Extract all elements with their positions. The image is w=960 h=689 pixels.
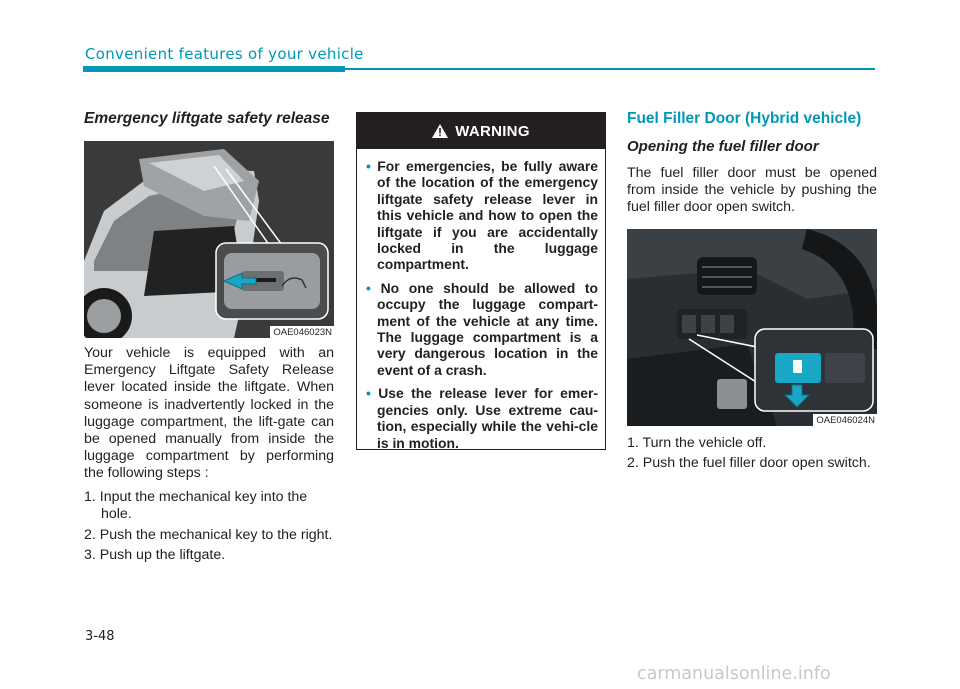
warning-label: WARNING [455, 122, 530, 140]
warning-item-text: For emergencies, be fully aware of the location of the emergency liftgate safety release lever in this vehicle and how to open the liftgate if you are accidentally locked in the luggage compartment. [377, 158, 598, 273]
warning-item-text: No one should be allowed to occupy the luggage compart-ment of the vehicle at any time. The luggage compartment is a very dangerous location in the event of a crash. [377, 279, 598, 378]
liftgate-release-body: Your vehicle is equipped with an Emergency Liftgate Safety Release lever located inside the liftgate. When someone is inadvertently locked in the luggage compartment, the lift-gate can be opened manually from inside the luggage compartment by performing the following steps : [84, 345, 334, 482]
watermark-text: carmanualsonline.info [637, 664, 831, 684]
fuel-filler-steps [627, 435, 877, 473]
bullet-icon: • [366, 279, 371, 296]
step-item: 2. Push the fuel filler door open switch. [627, 455, 871, 472]
step-item: 1. Input the mechanical key into the hole. [84, 488, 308, 522]
section-header-title: Convenient features of your vehicle [85, 45, 364, 63]
liftgate-release-figure [84, 141, 334, 338]
fuel-filler-body: The fuel filler door must be opened from inside the vehicle by pushing the fuel filler door open switch. [627, 165, 877, 216]
bullet-icon: • [366, 158, 371, 174]
page-number: 3-48 [85, 629, 115, 644]
figure-code: OAE046024N [813, 414, 877, 426]
warning-column [356, 112, 606, 450]
liftgate-release-steps [84, 489, 334, 565]
fuel-filler-figure [627, 229, 877, 426]
figure-code: OAE046023N [270, 326, 334, 338]
warning-item [366, 280, 598, 378]
bullet-icon: • [366, 385, 371, 402]
warning-item-text: Use the release lever for emer-gencies only. Use extreme cau-tion, especially while the vehi-cle is in motion. [377, 385, 599, 451]
fuel-filler-title: Fuel Filler Door (Hybrid vehicle) [627, 110, 862, 127]
warning-item [366, 158, 598, 273]
section-header-bar [83, 66, 345, 72]
warning-list [357, 149, 605, 451]
section-header-rule [345, 68, 875, 70]
liftgate-release-column [84, 110, 334, 568]
warning-box [356, 112, 606, 450]
car-liftgate-illustration [84, 141, 334, 338]
step-item: 3. Push up the liftgate. [84, 547, 226, 564]
warning-triangle-icon [432, 124, 448, 138]
warning-header [357, 113, 605, 149]
step-item: 2. Push the mechanical key to the right. [84, 526, 333, 543]
fuel-filler-column [627, 110, 877, 476]
liftgate-release-title: Emergency liftgate safety release [84, 110, 330, 127]
step-item: 1. Turn the vehicle off. [627, 434, 767, 451]
warning-item [366, 385, 598, 451]
fuel-filler-subtitle: Opening the fuel filler door [627, 138, 819, 155]
dashboard-switch-illustration [627, 229, 877, 426]
